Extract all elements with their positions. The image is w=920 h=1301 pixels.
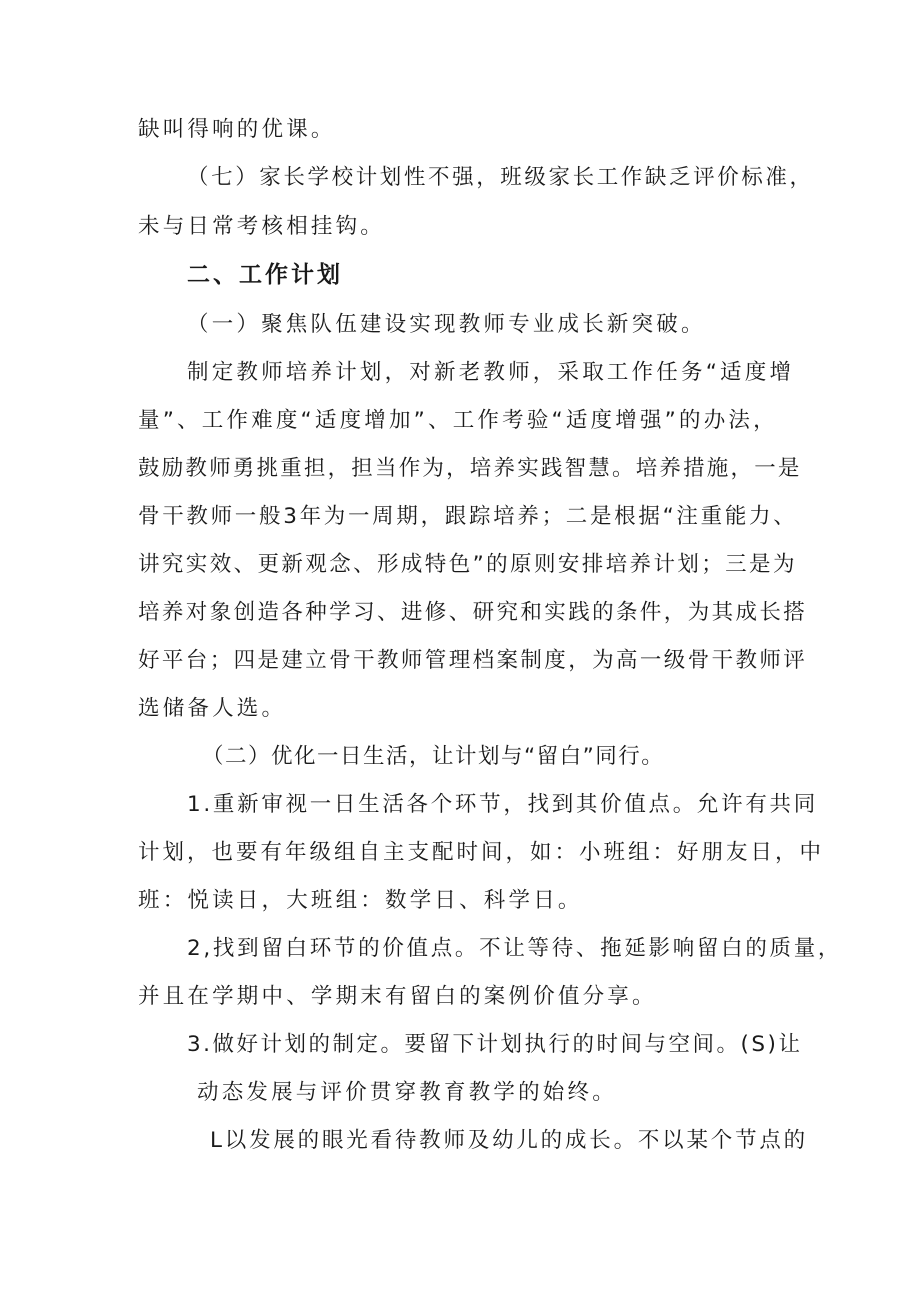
text-line-13: 选储备人选。 <box>138 696 287 721</box>
text-line-3: 未与日常考核相挂钩。 <box>138 214 386 239</box>
text-line-18: 2,找到留白环节的价值点。不让等待、拖延影响留白的质量， <box>187 936 843 961</box>
text-line-10: 讲究实效、更新观念、形成特色”的原则安排培养计划；三是为 <box>138 552 797 577</box>
text-line-7: 量”、工作难度“适度增加”、工作考验“适度增强”的办法， <box>138 408 778 433</box>
text-line-19: 并且在学期中、学期末有留白的案例价值分享。 <box>138 984 657 1009</box>
text-line-22: L以发展的眼光看待教师及幼儿的成长。不以某个节点的 <box>210 1128 808 1153</box>
text-line-15: 1.重新审视一日生活各个环节，找到其价值点。允许有共同 <box>187 792 818 817</box>
text-line-21: 动态发展与评价贯穿教育教学的始终。 <box>197 1080 617 1105</box>
section-heading: 二、工作计划 <box>187 262 343 288</box>
text-line-11: 培养对象创造各种学习、进修、研究和实践的条件，为其成长搭 <box>138 600 808 625</box>
subsection-heading-1: （一）聚焦队伍建设实现教师专业成长新突破。 <box>187 312 706 337</box>
text-line-6: 制定教师培养计划，对新老教师，采取工作任务“适度增 <box>187 360 795 385</box>
text-line-2: （七）家长学校计划性不强，班级家长工作缺乏评价标准， <box>187 165 814 190</box>
text-line-12: 好平台；四是建立骨干教师管理档案制度，为高一级骨干教师评 <box>138 648 808 673</box>
text-line-9: 骨干教师一般3年为一周期，跟踪培养；二是根据“注重能力、 <box>138 504 798 529</box>
subsection-heading-2: （二）优化一日生活，让计划与“留白”同行。 <box>202 744 665 769</box>
text-line-8: 鼓励教师勇挑重担，担当作为，培养实践智慧。培养措施，一是 <box>138 456 802 481</box>
text-line-17: 班：悦读日，大班组：数学日、科学日。 <box>138 888 583 913</box>
text-line-16: 计划，也要有年级组自主支配时间，如：小班组：好朋友日，中 <box>138 840 825 865</box>
text-line-20: 3.做好计划的制定。要留下计划执行的时间与空间。(S)让 <box>187 1032 803 1057</box>
text-line-1: 缺叫得响的优课。 <box>138 117 336 142</box>
